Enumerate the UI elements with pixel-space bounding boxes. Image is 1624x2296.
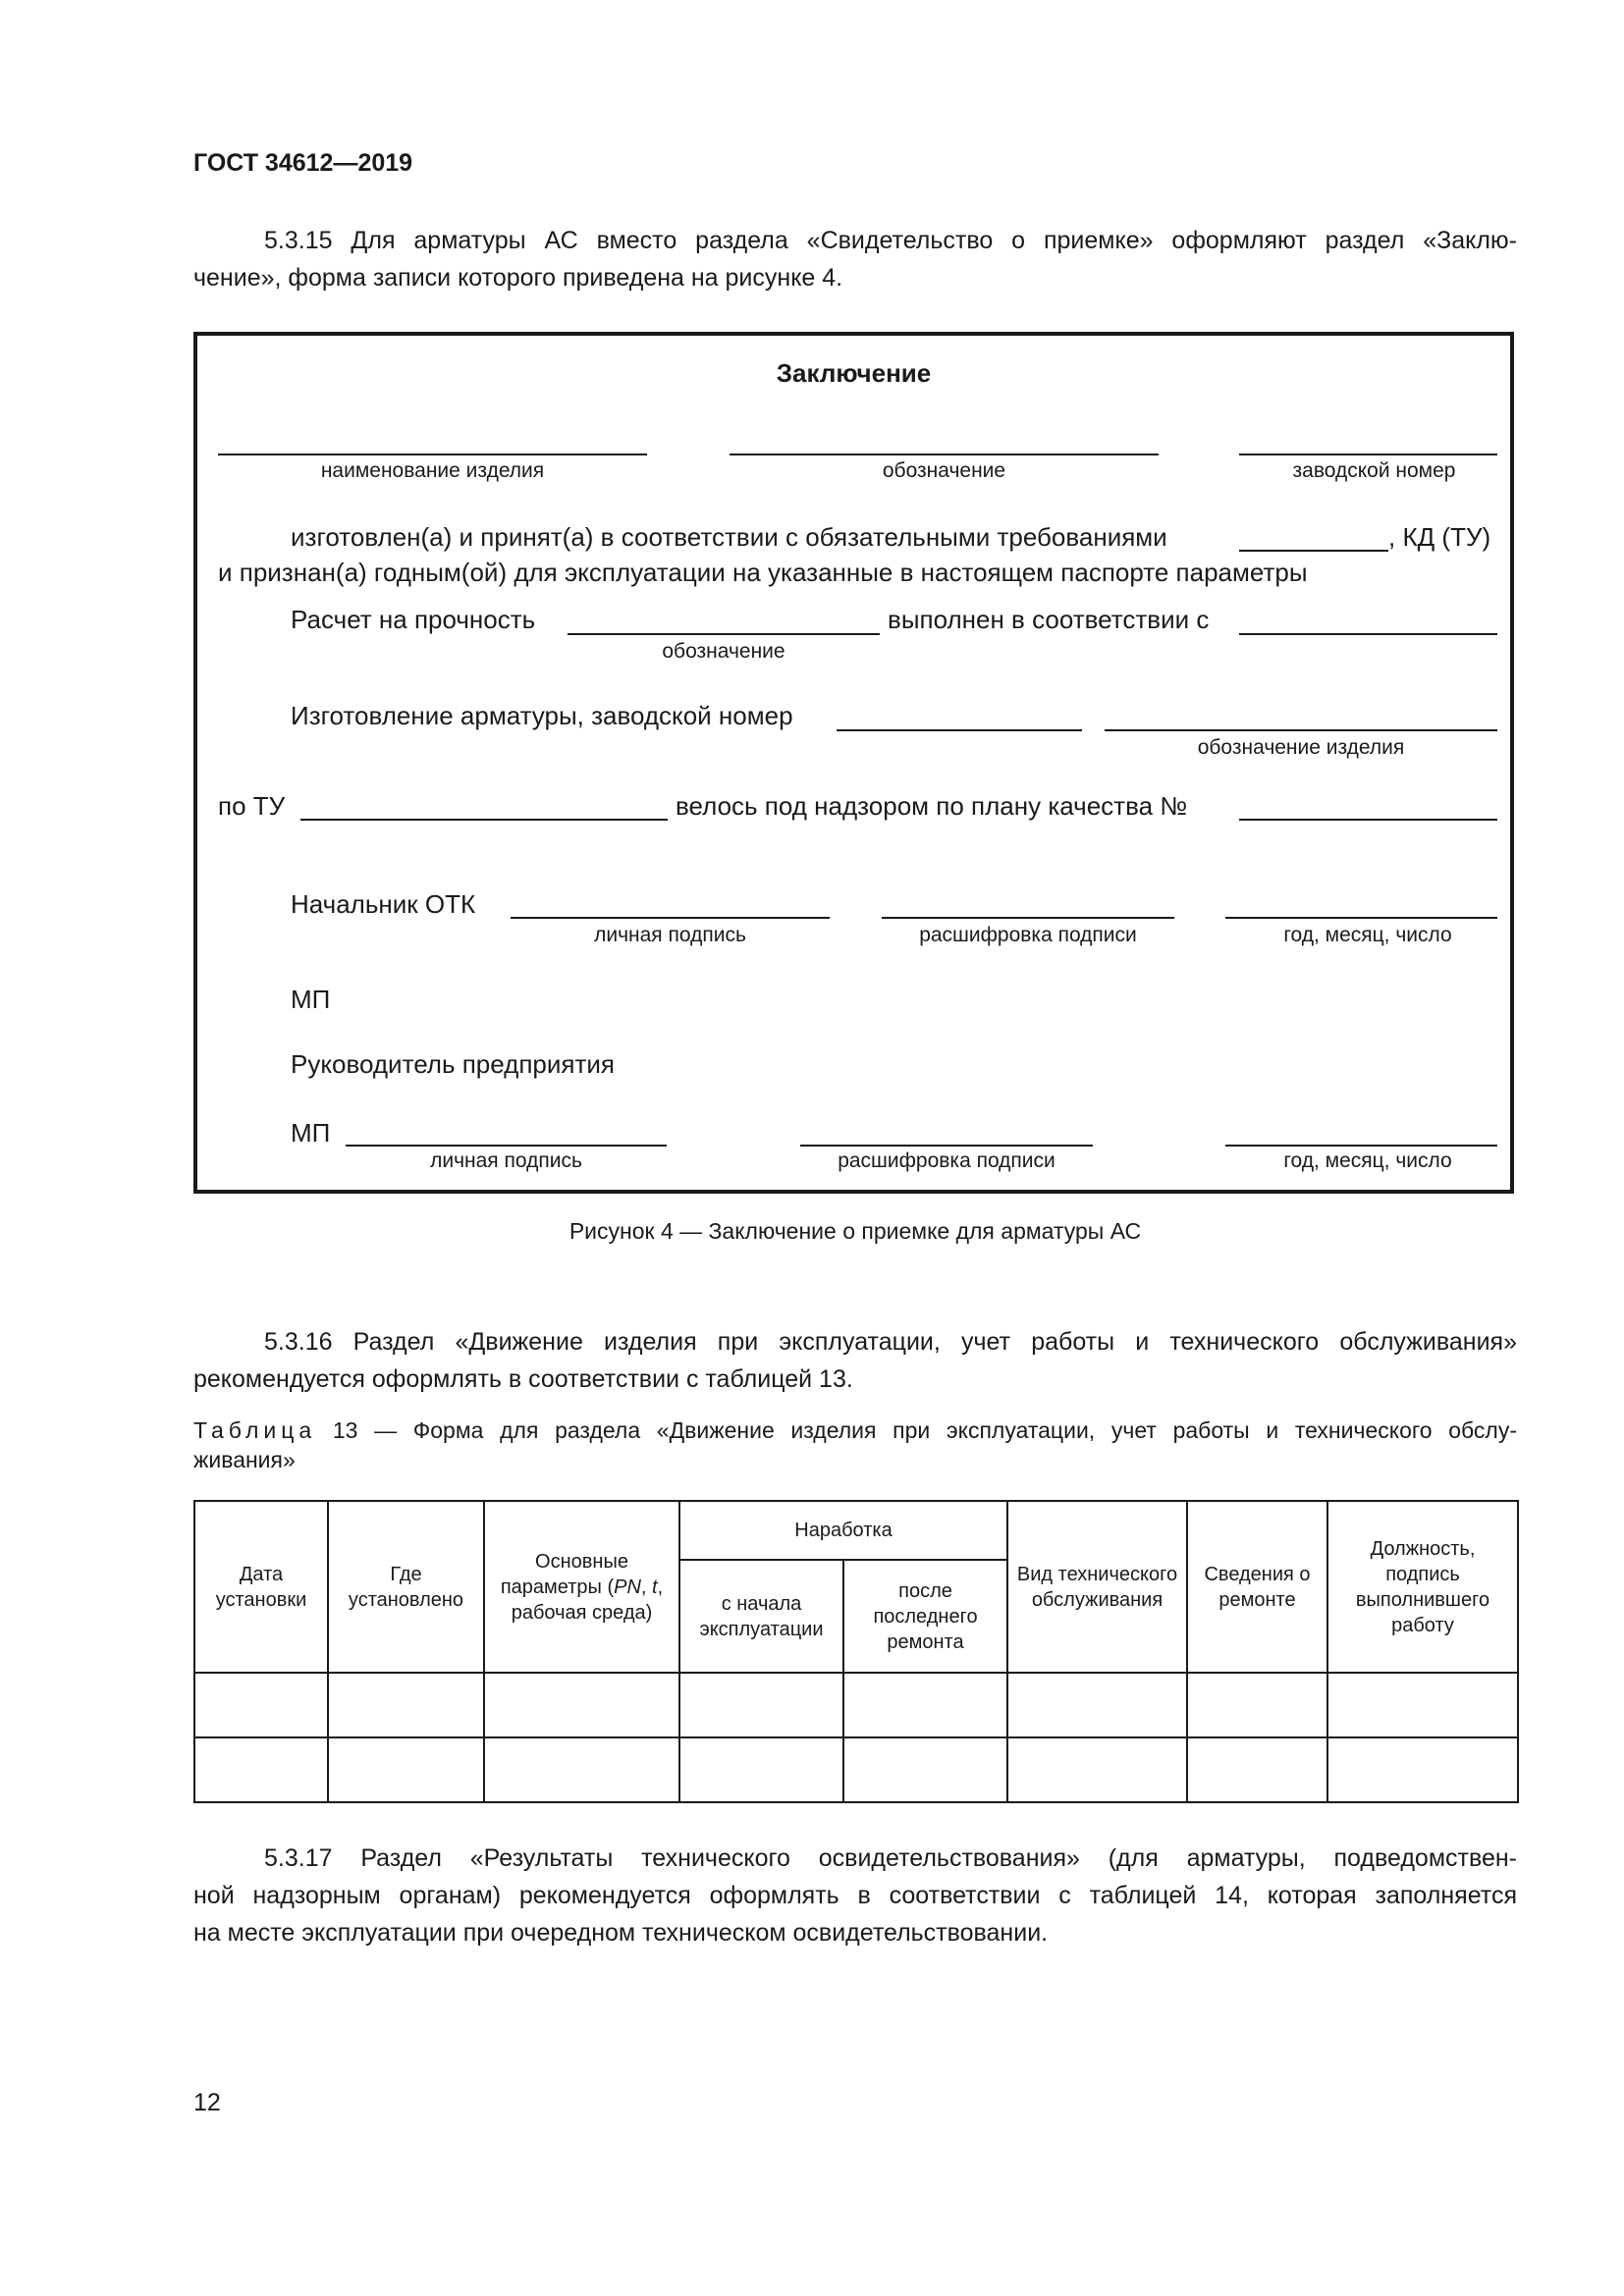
table-cell[interactable] <box>1187 1673 1327 1737</box>
stamp-place-2: МП <box>291 1118 331 1148</box>
col-header-maintenance: Вид технического обслуживания <box>1007 1501 1187 1673</box>
col-header-params: Основные параметры (PN, t, рабочая среда) <box>484 1501 679 1673</box>
table-cell[interactable] <box>1187 1737 1327 1802</box>
paragraph-5-3-17 <box>193 1840 1517 1951</box>
serial-number-field[interactable] <box>1239 454 1497 455</box>
caption-signature-decoding: расшифровка подписи <box>919 924 1137 946</box>
paragraph-line: 5.3.15 Для арматуры АС вместо раздела «Свидетельство о приемке» оформляют раздел «Заклю- <box>264 227 1517 254</box>
figure-caption: Рисунок 4 — Заключение о приемке для арматуры АС <box>568 1218 1142 1244</box>
manufacture-serial-field[interactable] <box>837 729 1082 731</box>
fit-for-use-text: и признан(а) годным(ой) для эксплуатации на указанные в настоящем паспорте параметры <box>218 558 1308 587</box>
caption-date-2: год, месяц, число <box>1283 1149 1452 1172</box>
tu-text: по ТУ <box>218 791 286 821</box>
table-cell[interactable] <box>1007 1673 1187 1737</box>
stamp-place-1: МП <box>291 985 331 1014</box>
table-cell[interactable] <box>843 1737 1007 1802</box>
enterprise-head-text: Руководитель предприятия <box>291 1049 615 1079</box>
table-caption-text: 13 — Форма для раздела «Движение изделия при эксплуатации, учет работы и технического обслу- <box>316 1417 1517 1443</box>
head-date-field[interactable] <box>1225 1145 1497 1147</box>
otk-signature-field[interactable] <box>511 917 830 919</box>
col-header-date: Дата установки <box>194 1501 328 1673</box>
caption-personal-signature: личная подпись <box>594 924 746 946</box>
caption-designation: обозначение <box>882 459 1006 482</box>
designation-field[interactable] <box>730 454 1159 455</box>
document-code: ГОСТ 34612—2019 <box>193 149 413 177</box>
table-cell[interactable] <box>328 1673 484 1737</box>
requirements-field[interactable] <box>1239 550 1388 552</box>
paragraph-line: 5.3.16 Раздел «Движение изделия при эксплуатации, учет работы и технического обслуживания» <box>264 1328 1517 1356</box>
table-cell[interactable] <box>484 1673 679 1737</box>
col-header-repair-info: Сведения о ремонте <box>1187 1501 1327 1673</box>
quality-plan-text: велось под надзором по плану качества № <box>676 791 1188 821</box>
caption-product-designation: обозначение изделия <box>1197 736 1405 759</box>
paragraph-line: ной надзорным органам) рекомендуется оформлять в соответствии с таблицей 14, которая заполняется <box>193 1882 1517 1909</box>
table-cell[interactable] <box>484 1737 679 1802</box>
performed-according-text: выполнен в соответствии с <box>888 605 1210 634</box>
table-cell[interactable] <box>1327 1737 1518 1802</box>
caption-date: год, месяц, число <box>1283 924 1452 946</box>
strength-standard-field[interactable] <box>1239 633 1497 635</box>
table-caption-line <box>193 1415 1517 1445</box>
table-cell[interactable] <box>843 1673 1007 1737</box>
otk-signature-decoding-field[interactable] <box>882 917 1174 919</box>
paragraph-5-3-16 <box>193 1323 1517 1398</box>
caption-personal-signature-2: личная подпись <box>430 1149 582 1172</box>
table-cell[interactable] <box>194 1737 328 1802</box>
paragraph-line: рекомендуется оформлять в соответствии с таблицей 13. <box>193 1365 853 1393</box>
table-label: Таблица <box>193 1417 317 1443</box>
tu-field[interactable] <box>300 819 668 821</box>
otk-chief-text: Начальник ОТК <box>291 889 476 919</box>
paragraph-line: чение», форма записи которого приведена на рисунке 4. <box>193 264 843 292</box>
table-cell[interactable] <box>679 1673 843 1737</box>
page-number: 12 <box>193 2089 221 2116</box>
made-accepted-text: изготовлен(а) и принят(а) в соответствии с обязательными требованиями <box>291 522 1167 552</box>
col-header-operating-time: Наработка <box>679 1501 1007 1560</box>
table-cell[interactable] <box>1327 1673 1518 1737</box>
table-cell[interactable] <box>194 1673 328 1737</box>
form-title: Заключение <box>776 358 932 388</box>
head-signature-field[interactable] <box>346 1145 667 1147</box>
table-caption <box>193 1415 1517 1474</box>
caption-serial-number: заводской номер <box>1292 459 1456 482</box>
manufacture-text: Изготовление арматуры, заводской номер <box>291 701 793 730</box>
otk-date-field[interactable] <box>1225 917 1497 919</box>
strength-calc-text: Расчет на прочность <box>291 605 536 634</box>
col-header-position: Должность, подпись выполнившего работу <box>1327 1501 1518 1673</box>
table-cell[interactable] <box>1007 1737 1187 1802</box>
product-designation-field[interactable] <box>1105 729 1497 731</box>
table-cell[interactable] <box>328 1737 484 1802</box>
strength-designation-field[interactable] <box>568 633 880 635</box>
head-signature-decoding-field[interactable] <box>800 1145 1093 1147</box>
col-header-since-start: с начала эксплуатации <box>679 1560 843 1673</box>
table-13 <box>193 1500 1519 1803</box>
table-row <box>194 1737 1518 1802</box>
kd-tu-text: , КД (ТУ) <box>1388 522 1491 552</box>
paragraph-line: на месте эксплуатации при очередном техническом освидетельствовании. <box>193 1919 1049 1947</box>
col-header-where: Где установлено <box>328 1501 484 1673</box>
caption-product-name: наименование изделия <box>320 459 545 482</box>
table-cell[interactable] <box>679 1737 843 1802</box>
col-header-since-repair: после последнего ремонта <box>843 1560 1007 1673</box>
paragraph-5-3-15 <box>193 222 1517 296</box>
paragraph-line: 5.3.17 Раздел «Результаты технического освидетельствования» (для арматуры, подведомствен- <box>264 1844 1517 1872</box>
caption-signature-decoding-2: расшифровка подписи <box>838 1149 1056 1172</box>
quality-plan-number-field[interactable] <box>1239 819 1497 821</box>
product-name-field[interactable] <box>218 454 647 455</box>
table-caption-line-2: живания» <box>193 1447 296 1472</box>
caption-designation-2: обозначение <box>662 640 785 663</box>
table-row <box>194 1673 1518 1737</box>
